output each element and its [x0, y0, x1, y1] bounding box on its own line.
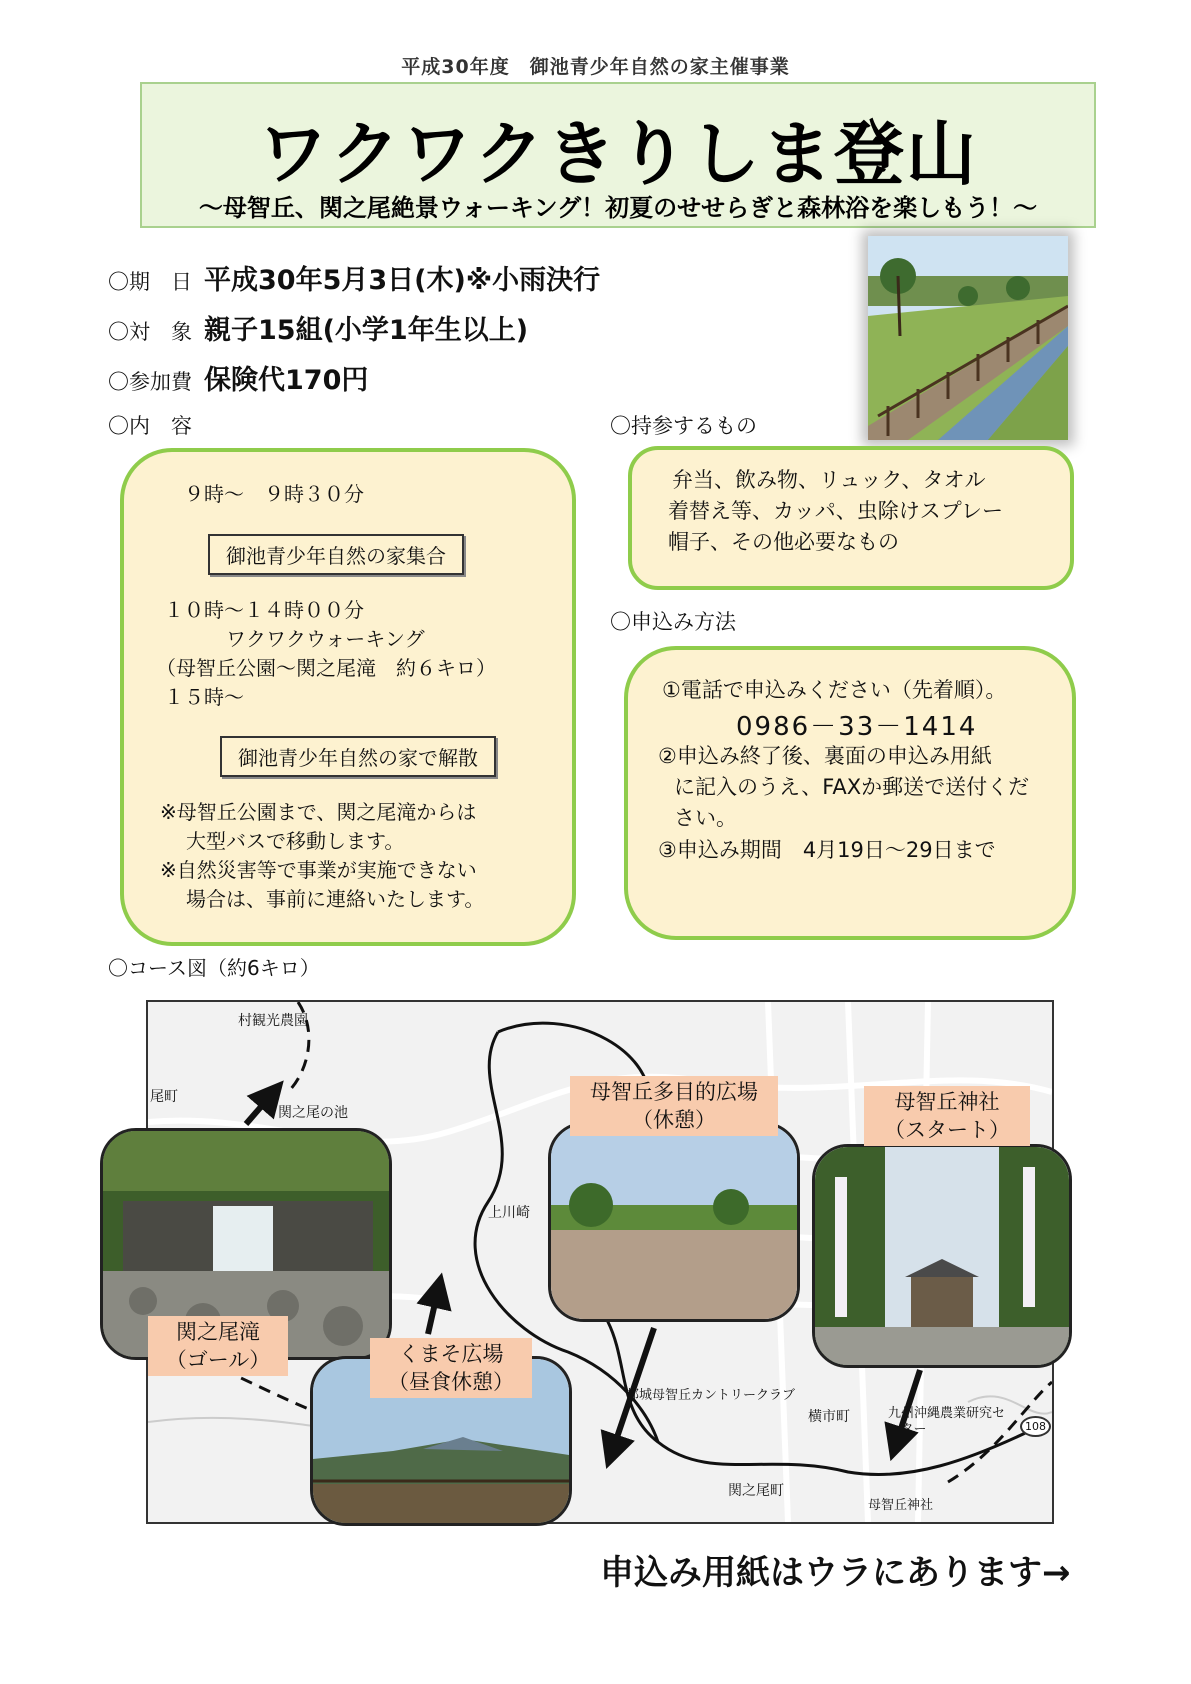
walking-label: ワクワクウォーキング: [226, 627, 425, 651]
bring-heading: 〇持参するもの: [610, 414, 757, 438]
info-date: [108, 258, 600, 297]
page-title: ワクワクきりしま登山: [258, 113, 978, 195]
note-disaster-2: 場合は、事前に連絡いたします。: [186, 887, 485, 911]
apply-phone: 0986－33－1414: [736, 712, 978, 742]
apply-line-2b: に記入のうえ、FAXか郵送で送付くだ: [674, 775, 1030, 799]
time-gather: ９時～ ９時３０分: [184, 482, 364, 506]
bring-line-1: 弁当、飲み物、リュック、タオル: [672, 468, 986, 492]
spot-rest-caption: [570, 1076, 778, 1136]
park-photo: [868, 236, 1068, 440]
content-heading: 〇内 容: [108, 414, 192, 438]
map-label-yokoichi: 横市町: [808, 1409, 850, 1425]
info-target-label: 〇対 象: [108, 320, 192, 344]
spot-goal-name: 関之尾滝: [176, 1320, 260, 1344]
route-badge: 108: [1020, 1416, 1051, 1437]
bring-line-2: 着替え等、カッパ、虫除けスプレー: [668, 499, 1003, 523]
apply-line-2c: さい。: [674, 806, 737, 830]
note-bus-2: 大型バスで移動します。: [186, 829, 405, 853]
bring-line-3: 帽子、その他必要なもの: [668, 530, 899, 554]
spot-rest-note: （休憩）: [632, 1108, 716, 1132]
apply-line-1: ①電話で申込みください（先着順）。: [662, 678, 1007, 702]
info-fee: [108, 358, 368, 397]
info-target-value: 親子15組(小学1年生以上): [204, 315, 529, 346]
content-box: [120, 448, 576, 946]
spot-lunch-name: くまそ広場: [398, 1342, 504, 1366]
map-label-country: 都城母智丘カントリークラブ: [626, 1388, 796, 1403]
time-dismiss: １５時～: [164, 685, 244, 709]
map-label-omachi: 尾町: [150, 1089, 178, 1105]
note-disaster: ※自然災害等で事業が実施できない: [160, 858, 477, 882]
apply-line-3: ③申込み期間 4月19日～29日まで: [658, 838, 996, 862]
info-target: [108, 308, 528, 347]
title-banner: [140, 82, 1096, 228]
spot-lunch-note: （昼食休憩）: [388, 1370, 514, 1394]
apply-line-2: ②申込み終了後、裏面の申込み用紙: [658, 744, 992, 768]
map-label-shrine: 母智丘神社: [868, 1498, 934, 1513]
map-label-kamikawa: 上川崎: [488, 1205, 530, 1221]
gather-label: 御池青少年自然の家集合: [208, 534, 464, 575]
footer-note: 申込み用紙はウラにあります→: [600, 1553, 1071, 1593]
map-label-seki-machi: 関之尾町: [728, 1483, 784, 1499]
dismiss-label: 御池青少年自然の家で解散: [220, 736, 496, 777]
spot-start-caption: [864, 1086, 1030, 1146]
page-subtitle: ～母智丘、関之尾絶景ウォーキング！初夏のせせらぎと森林浴を楽しもう！～: [198, 194, 1038, 222]
time-walking: １０時～１４時００分: [164, 598, 364, 622]
organizer-line: 平成30年度 御池青少年自然の家主催事業: [401, 56, 790, 78]
info-date-label: 〇期 日: [108, 270, 192, 294]
map-label-kyushu: 九州沖縄農業研究センター: [888, 1406, 1006, 1437]
spot-goal-caption: [148, 1316, 288, 1376]
map-label-mura: 村観光農園: [238, 1013, 308, 1029]
map-label-seki-ike: 関之尾の池: [278, 1105, 348, 1121]
bring-box: [628, 446, 1074, 590]
spot-rest-name: 母智丘多目的広場: [590, 1080, 758, 1104]
spot-lunch-caption: [370, 1338, 532, 1398]
apply-box: [624, 646, 1076, 940]
spot-start-note: （スタート）: [884, 1118, 1010, 1142]
info-date-value: 平成30年5月3日(木)※小雨決行: [204, 265, 601, 296]
field-photo: [548, 1122, 800, 1322]
info-fee-label: 〇参加費: [108, 370, 192, 394]
spot-start-name: 母智丘神社: [894, 1090, 1000, 1114]
course-heading: 〇コース図（約6キロ）: [108, 956, 320, 980]
spot-goal-note: （ゴール）: [165, 1348, 271, 1372]
shrine-photo: [812, 1144, 1072, 1368]
note-bus: ※母智丘公園まで、関之尾滝からは: [160, 800, 477, 824]
apply-heading: 〇申込み方法: [610, 610, 736, 634]
route-label: （母智丘公園～関之尾滝 約６キロ）: [156, 656, 496, 680]
info-fee-value: 保険代170円: [204, 365, 369, 396]
